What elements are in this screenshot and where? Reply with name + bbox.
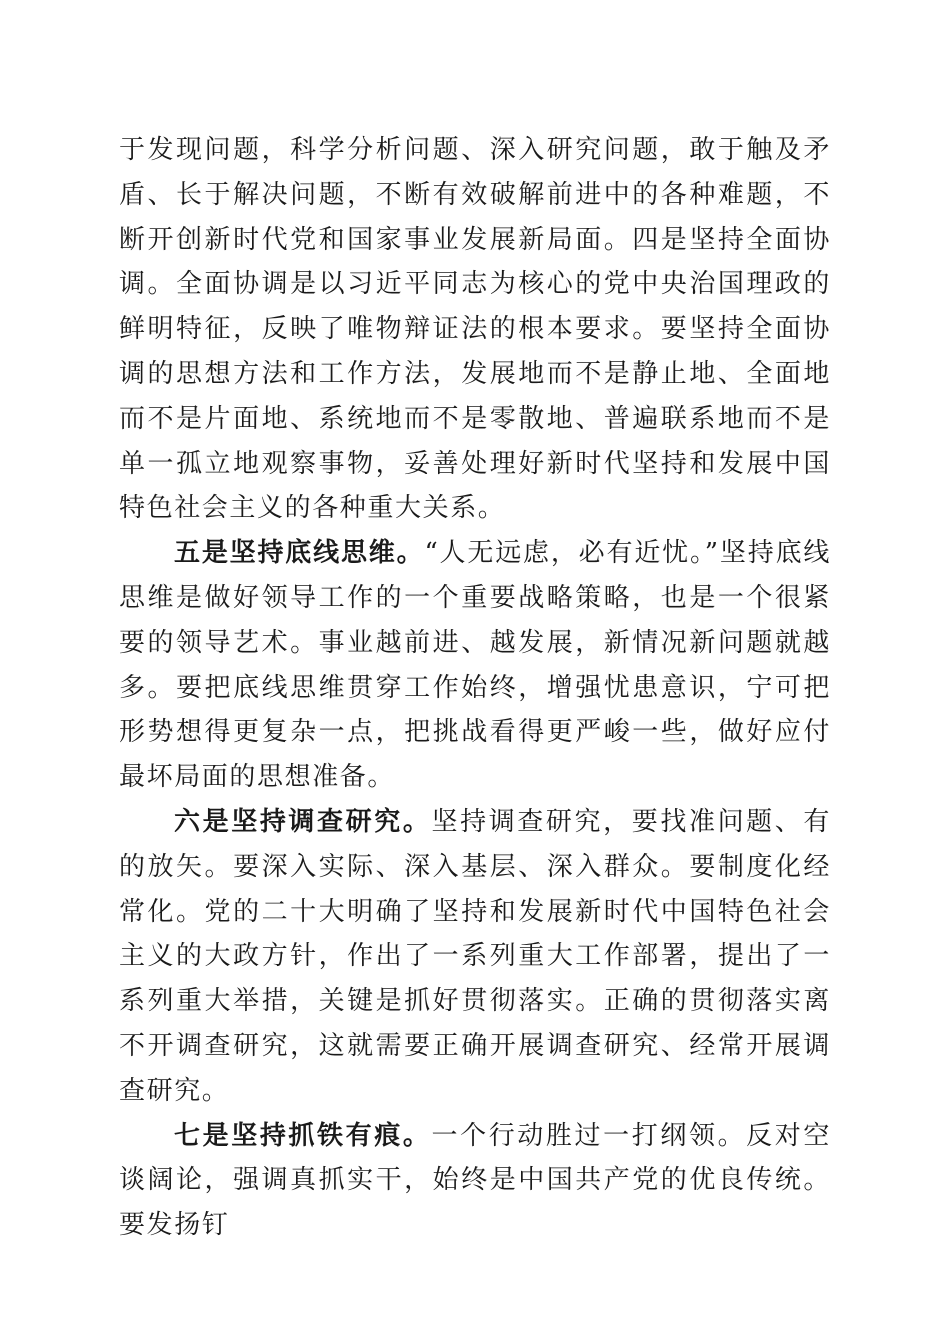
paragraph-lead: 七是坚持抓铁有痕。	[174, 1120, 432, 1151]
paragraph-body: “人无远虑，必有近忧。”坚持底线思维是做好领导工作的一个重要战略策略，也是一个很紧要的领导艺术。事业越前进、越发展，新情况新问题就越多。要把底线思维贯穿工作始终，增强忧患意识，宁可把形势想得更复杂一点，把挑战看得更严峻一些，做好应付最坏局面的思想准备。	[119, 538, 832, 793]
paragraph-investigation-research	[119, 800, 831, 1114]
paragraph-body: 一个行动胜过一打纲领。反对空谈阔论，强调真抓实干，始终是中国共产党的优良传统。要发扬钉	[119, 1120, 831, 1241]
paragraph-body: 坚持调查研究，要找准问题、有的放矢。要深入实际、深入基层、深入群众。要制度化经常化。党的二十大明确了坚持和发展新时代中国特色社会主义的大政方针，作出了一系列重大工作部署，提出了一系列重大举措，关键是抓好贯彻落实。正确的贯彻落实离不开调查研究，这就需要正确开展调查研究、经常开展调查研究。	[119, 806, 831, 1106]
paragraph-practical-action	[119, 1114, 831, 1248]
paragraph-bottom-line-thinking	[119, 531, 831, 800]
document-body	[119, 128, 831, 1248]
paragraph-body: 于发现问题，科学分析问题、深入研究问题，敢于触及矛盾、长于解决问题，不断有效破解前进中的各种难题，不断开创新时代党和国家事业发展新局面。四是坚持全面协调。全面协调是以习近平同志为核心的党中央治国理政的鲜明特征，反映了唯物辩证法的根本要求。要坚持全面协调的思想方法和工作方法，发展地而不是静止地、全面地而不是片面地、系统地而不是零散地、普遍联系地而不是单一孤立地观察事物，妥善处理好新时代坚持和发展中国特色社会主义的各种重大关系。	[119, 135, 831, 524]
paragraph-continuation	[119, 128, 831, 531]
paragraph-lead: 五是坚持底线思维。	[174, 538, 425, 569]
paragraph-lead: 六是坚持调查研究。	[174, 806, 432, 837]
